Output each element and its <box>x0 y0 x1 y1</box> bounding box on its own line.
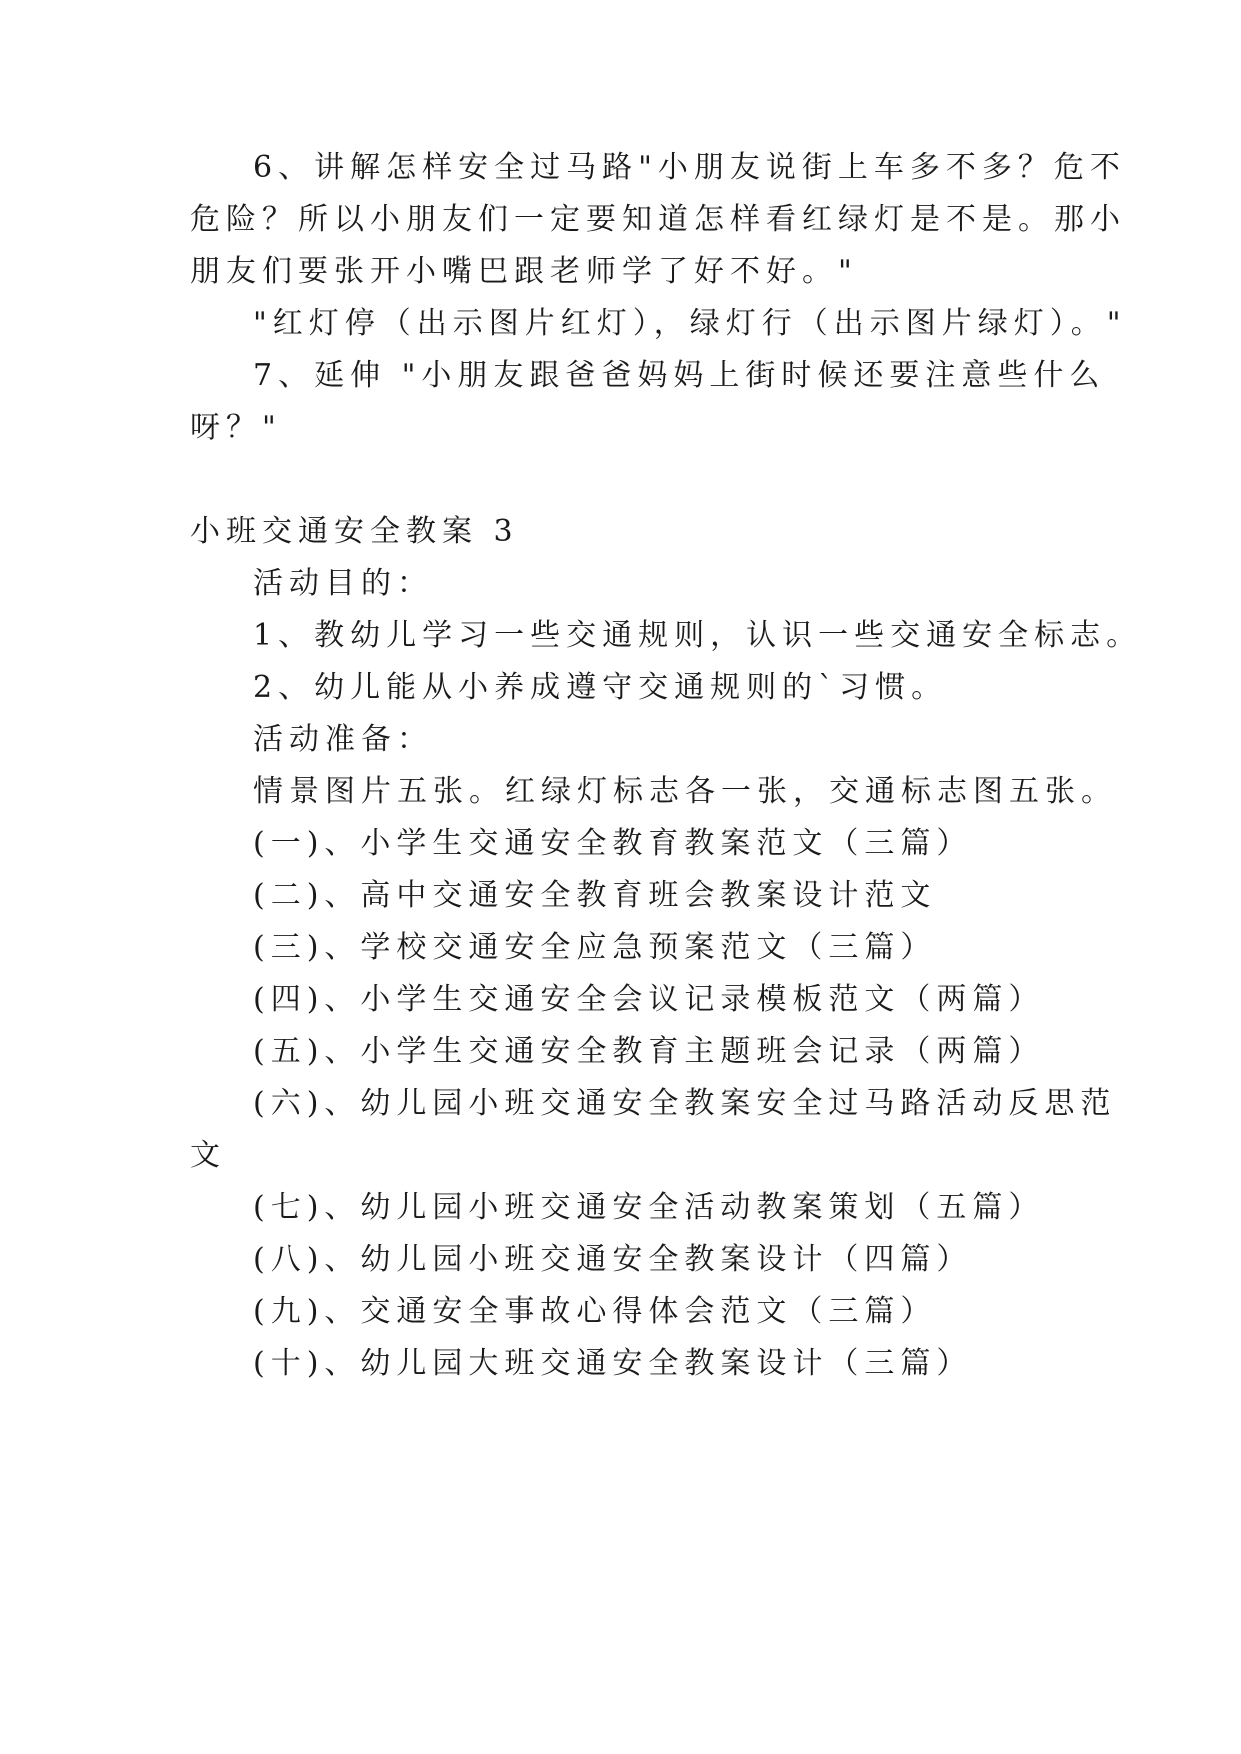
goal-heading: 活动目的： <box>253 566 433 601</box>
prep-text: 情景图片五张。红绿灯标志各一张，交通标志图五张。 <box>253 774 1117 809</box>
related-link[interactable]: (四)、小学生交通安全会议记录模板范文（两篇） <box>253 982 1045 1017</box>
paragraph-line: 7、延伸 "小朋友跟爸爸妈妈上街时候还要注意些什么 <box>253 358 1106 393</box>
paragraph-line: 呀？" <box>190 410 282 445</box>
related-link[interactable]: (八)、幼儿园小班交通安全教案设计（四篇） <box>253 1242 973 1277</box>
paragraph-line: 6、讲解怎样安全过马路"小朋友说街上车多不多？危不 <box>253 150 1126 185</box>
related-link[interactable]: (五)、小学生交通安全教育主题班会记录（两篇） <box>253 1034 1045 1069</box>
related-link[interactable]: (十)、幼儿园大班交通安全教案设计（三篇） <box>253 1346 973 1381</box>
paragraph-line: 危险？所以小朋友们一定要知道怎样看红绿灯是不是。那小 <box>190 202 1126 237</box>
paragraph-line: "红灯停（出示图片红灯），绿灯行（出示图片绿灯）。" <box>253 306 1127 341</box>
goal-item: 2、幼儿能从小养成遵守交通规则的`习惯。 <box>253 670 948 705</box>
related-link[interactable]: (二)、高中交通安全教育班会教案设计范文 <box>253 878 937 913</box>
related-link[interactable]: (六)、幼儿园小班交通安全教案安全过马路活动反思范 <box>253 1086 1117 1121</box>
paragraph-line: 朋友们要张开小嘴巴跟老师学了好不好。" <box>190 254 858 289</box>
related-link[interactable]: (七)、幼儿园小班交通安全活动教案策划（五篇） <box>253 1190 1045 1225</box>
prep-heading: 活动准备： <box>253 722 433 757</box>
related-link[interactable]: (三)、学校交通安全应急预案范文（三篇） <box>253 930 937 965</box>
related-link[interactable]: (一)、小学生交通安全教育教案范文（三篇） <box>253 826 973 861</box>
related-link[interactable]: (九)、交通安全事故心得体会范文（三篇） <box>253 1294 937 1329</box>
section-title: 小班交通安全教案 3 <box>190 514 519 549</box>
related-link-continuation[interactable]: 文 <box>190 1138 226 1173</box>
goal-item: 1、教幼儿学习一些交通规则，认识一些交通安全标志。 <box>253 618 1143 653</box>
